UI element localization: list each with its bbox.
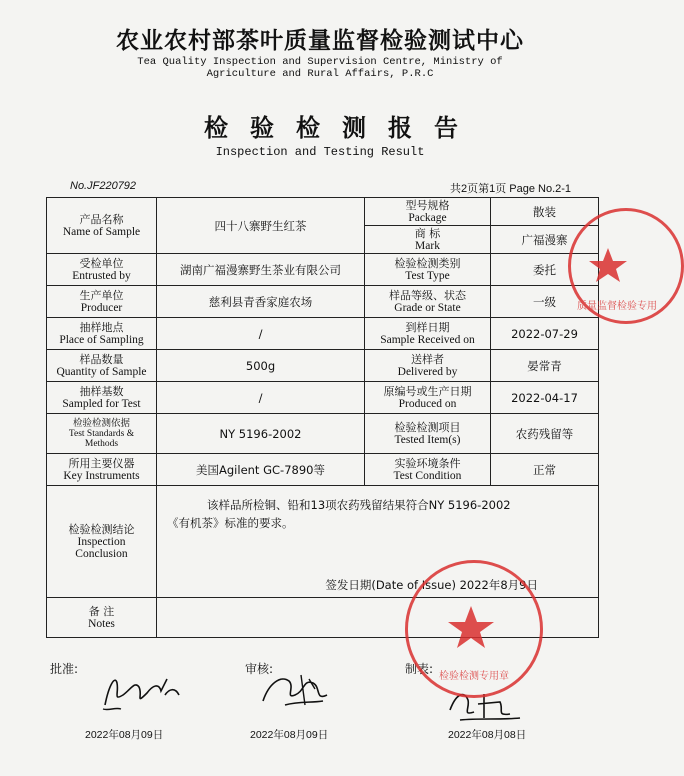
report-title-cn: 检验检测报告 bbox=[204, 114, 480, 142]
package-value: 散装 bbox=[491, 198, 599, 226]
table-row bbox=[47, 454, 599, 486]
received-on-label: 到样日期 Sample Received on bbox=[365, 318, 491, 350]
report-title-en: Inspection and Testing Result bbox=[215, 145, 425, 159]
produced-on-label: 原编号或生产日期 Produced on bbox=[365, 382, 491, 414]
quantity-label: 样品数量 Quantity of Sample bbox=[47, 350, 157, 382]
organization-name-en-line2: Agriculture and Rural Affairs, P.R.C bbox=[206, 68, 434, 80]
place-sampling-value: / bbox=[157, 318, 365, 350]
official-seal-text: 检验检测专用章 bbox=[439, 671, 509, 682]
producer-value: 慈利县青香家庭农场 bbox=[157, 286, 365, 318]
official-seal-stamp bbox=[405, 560, 543, 698]
edge-seal-text: 质量监督检验专用 bbox=[577, 301, 657, 312]
conclusion-line-1: 该样品所检铜、铅和13项农药残留结果符合NY 5196-2002 bbox=[207, 498, 511, 512]
reviewed-label: 审核: bbox=[245, 662, 274, 676]
instruments-value: 美国Agilent GC-7890等 bbox=[157, 454, 365, 486]
approved-label: 批准: bbox=[50, 662, 79, 676]
organization-name-cn: 农业农村部茶叶质量监督检验测试中心 bbox=[116, 28, 524, 54]
tested-items-label: 检验检测项目 Tested Item(s) bbox=[365, 414, 491, 454]
edge-seal-stamp bbox=[568, 208, 684, 324]
place-sampling-label: 抽样地点 Place of Sampling bbox=[47, 318, 157, 350]
organization-name-en-line1: Tea Quality Inspection and Supervision Centre, Ministry of bbox=[137, 56, 503, 68]
table-row bbox=[47, 382, 599, 414]
issue-date: 签发日期(Date of Issue) 2022年8月9日 bbox=[325, 578, 538, 592]
grade-value: 一级 bbox=[491, 286, 599, 318]
conclusion-label: 检验检测结论 Inspection Conclusion bbox=[47, 486, 157, 598]
report-number: No.JF220792 bbox=[70, 180, 137, 192]
reviewer-signature bbox=[255, 665, 345, 715]
mark-label: 商 标 Mark bbox=[365, 226, 491, 254]
delivered-by-value: 晏常青 bbox=[491, 350, 599, 382]
grade-label: 样品等级、状态 Grade or State bbox=[365, 286, 491, 318]
sampled-for-test-value: / bbox=[157, 382, 365, 414]
prepared-date: 2022年08月08日 bbox=[448, 729, 527, 741]
received-on-value: 2022-07-29 bbox=[491, 318, 599, 350]
table-row bbox=[47, 414, 599, 454]
mark-value: 广福漫寨 bbox=[491, 226, 599, 254]
table-row bbox=[47, 318, 599, 350]
table-row bbox=[47, 198, 599, 226]
table-row bbox=[47, 254, 599, 286]
table-row bbox=[47, 286, 599, 318]
prepared-label: 制表: bbox=[405, 662, 434, 676]
condition-value: 正常 bbox=[491, 454, 599, 486]
quantity-value: 500g bbox=[157, 350, 365, 382]
produced-on-value: 2022-04-17 bbox=[491, 382, 599, 414]
test-type-label: 检验检测类别 Test Type bbox=[365, 254, 491, 286]
entrusted-by-value: 湖南广福漫寨野生茶业有限公司 bbox=[157, 254, 365, 286]
conclusion-line-2: 《有机茶》标准的要求。 bbox=[167, 516, 294, 530]
delivered-by-label: 送样者 Delivered by bbox=[365, 350, 491, 382]
notes-label: 备 注 Notes bbox=[47, 598, 157, 638]
conclusion-text bbox=[167, 496, 547, 532]
entrusted-by-label: 受检单位 Entrusted by bbox=[47, 254, 157, 286]
sample-name-value: 四十八寨野生红茶 bbox=[157, 198, 365, 254]
sample-name-label: 产品名称 Name of Sample bbox=[47, 198, 157, 254]
sampled-for-test-label: 抽样基数 Sampled for Test bbox=[47, 382, 157, 414]
test-type-value: 委托 bbox=[491, 254, 599, 286]
tested-items-value: 农药残留等 bbox=[491, 414, 599, 454]
approved-date: 2022年08月09日 bbox=[85, 729, 164, 741]
standards-value: NY 5196-2002 bbox=[157, 414, 365, 454]
reviewed-date: 2022年08月09日 bbox=[250, 729, 329, 741]
page-number: 共2页第1页 Page No.2-1 bbox=[450, 183, 572, 195]
condition-label: 实验环境条件 Test Condition bbox=[365, 454, 491, 486]
table-row bbox=[47, 350, 599, 382]
instruments-label: 所用主要仪器 Key Instruments bbox=[47, 454, 157, 486]
approver-signature bbox=[95, 665, 195, 715]
standards-label: 检验检测依据 Test Standards & Methods bbox=[47, 414, 157, 454]
producer-label: 生产单位 Producer bbox=[47, 286, 157, 318]
package-label: 型号规格 Package bbox=[365, 198, 491, 226]
